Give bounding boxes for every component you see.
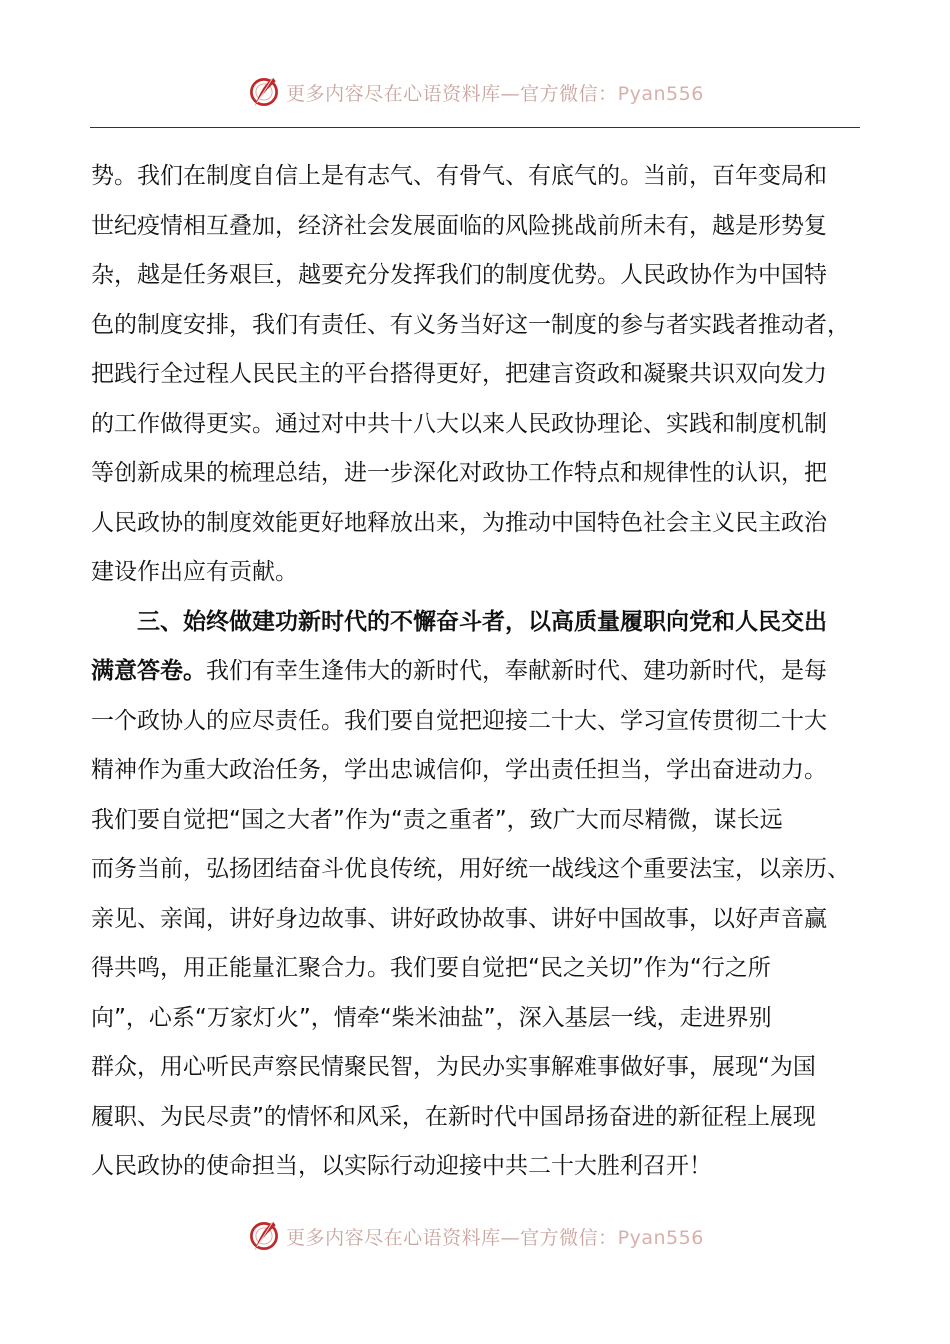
header-banner: [0, 72, 950, 112]
paragraph-1-line: 等创新成果的梳理总结，进一步深化对政协工作特点和规律性的认识，把: [91, 460, 827, 486]
paragraph-2-line: 群众，用心听民声察民情聚民智，为民办实事解难事做好事，展现“为国: [91, 1054, 816, 1080]
feather-logo-icon: [246, 1218, 282, 1254]
paragraph-1-line: 杂，越是任务艰巨，越要充分发挥我们的制度优势。人民政协作为中国特: [91, 262, 827, 288]
header-divider: [90, 127, 860, 128]
paragraph-1-line: 世纪疫情相互叠加，经济社会发展面临的风险挑战前所未有，越是形势复: [91, 212, 827, 239]
paragraph-2-line: 亲见、亲闻，讲好身边故事、讲好政协故事、讲好中国故事，以好声音赢: [91, 905, 827, 932]
document-body: [91, 152, 859, 1192]
paragraph-1-line: 人民政协的制度效能更好地释放出来，为推动中国特色社会主义民主政治: [91, 509, 827, 536]
paragraph-2-text: 我们有幸生逢伟大的新时代，奉献新时代、建功新时代，是每: [206, 658, 827, 684]
paragraph-2-line: 一个政协人的应尽责任。我们要自觉把迎接二十大、学习宣传贯彻二十大: [91, 707, 827, 734]
footer-wechat-id: Pyan556: [617, 1226, 704, 1249]
section-heading: 三、始终做建功新时代的不懈奋斗者，以高质量履职向党和人民交出: [137, 608, 827, 635]
paragraph-1-line: 势。我们在制度自信上是有志气、有骨气、有底气的。当前，百年变局和: [91, 163, 827, 189]
paragraph-2-line: 得共鸣，用正能量汇聚合力。我们要自觉把“民之关切”作为“行之所: [91, 955, 771, 981]
header-wechat-id: Pyan556: [617, 82, 704, 105]
section-heading-end: 满意答卷。: [91, 658, 206, 684]
paragraph-2-line: 履职、为民尽责”的情怀和风采，在新时代中国昂扬奋进的新征程上展现: [91, 1103, 816, 1130]
paragraph-1-line: 把践行全过程人民民主的平台搭得更好，把建言资政和凝聚共识双向发力: [91, 361, 827, 387]
paragraph-1-line: 建设作出应有贡献。: [91, 559, 298, 585]
paragraph-2-line: 精神作为重大政治任务，学出忠诚信仰，学出责任担当，学出奋进动力。: [91, 757, 827, 783]
paragraph-2-line: 我们要自觉把“国之大者”作为“责之重者”，致广大而尽精微，谋长远: [91, 806, 783, 833]
paragraph-2-line: 而务当前，弘扬团结奋斗优良传统，用好统一战线这个重要法宝，以亲历、: [91, 856, 850, 882]
paragraph-2-line: 人民政协的使命担当，以实际行动迎接中共二十大胜利召开！: [91, 1153, 712, 1179]
paragraph-2-line: [91, 647, 859, 697]
feather-logo-icon: [246, 74, 282, 110]
paragraph-2-line: 向”，心系“万家灯火”，情牵“柴米油盐”，深入基层一线，走进界别: [91, 1004, 772, 1031]
footer-banner-text: 更多内容尽在心语资料库—官方微信：Pyan556: [286, 1226, 704, 1249]
header-banner-text: 更多内容尽在心语资料库—官方微信：Pyan556: [286, 82, 704, 105]
paragraph-1-line: 的工作做得更实。通过对中共十八大以来人民政协理论、实践和制度机制: [91, 410, 827, 437]
paragraph-1-line: 色的制度安排，我们有责任、有义务当好这一制度的参与者实践者推动者，: [91, 311, 850, 338]
footer-banner: [0, 1216, 950, 1256]
